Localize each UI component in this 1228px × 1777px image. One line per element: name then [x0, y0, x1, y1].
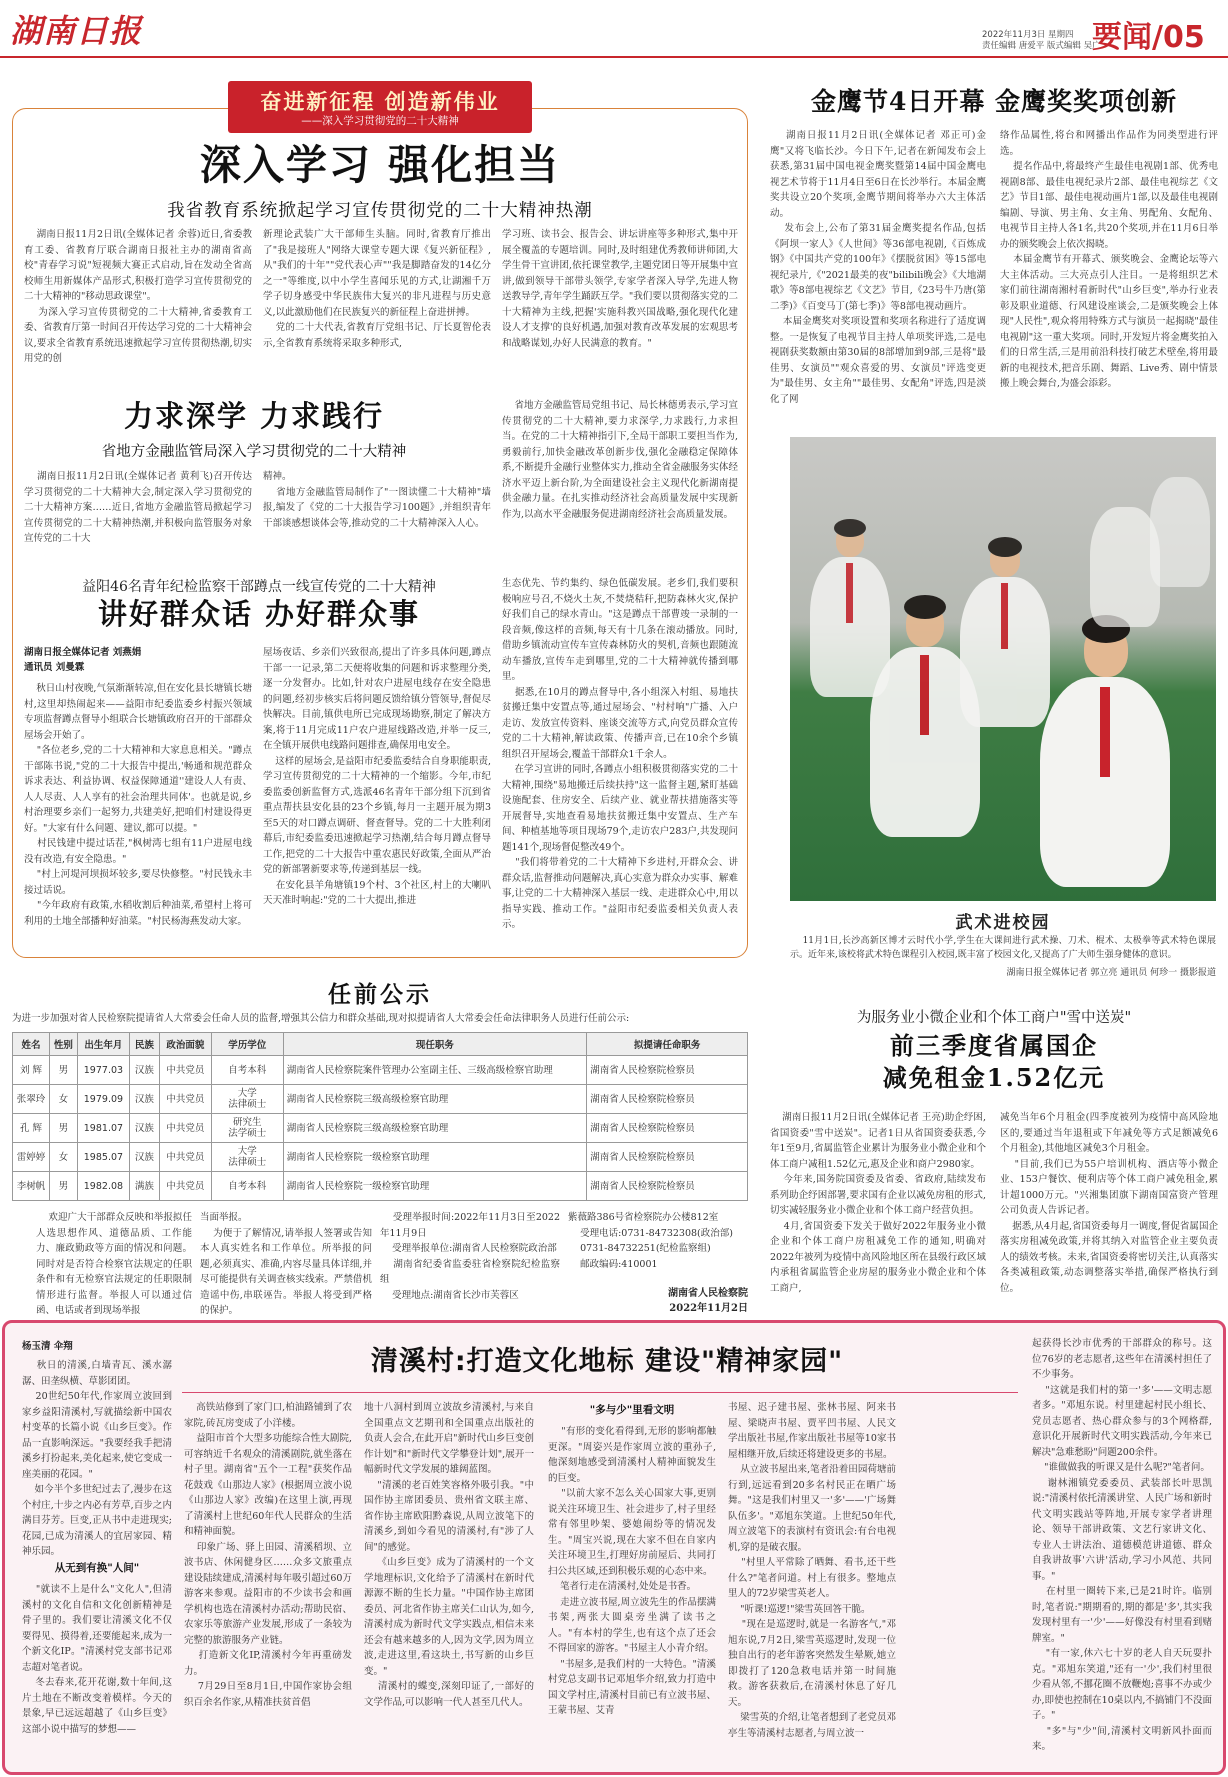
cell-name: 雷婷婷	[13, 1143, 50, 1172]
cell-name: 刘 辉	[13, 1056, 50, 1085]
cell-education: 大学 法律硕士	[211, 1143, 283, 1172]
headline-rent-relief: 前三季度省属国企 减免租金1.52亿元	[882, 1031, 1106, 1092]
cell-proposed-post: 湖南省人民检察院检察员	[587, 1114, 748, 1143]
kicker-discipline: 益阳46名青年纪检监察干部蹲点一线宣传党的二十大精神	[82, 579, 436, 595]
col-header: 学历学位	[211, 1033, 283, 1056]
section-page-label: 要闻/05	[1092, 20, 1205, 55]
education-col-3: 学习班、读书会、报告会、讲坛讲座等多种形式,集中开展全覆盖的专题培训。同时,及时组建优秀教师讲师团,大学生骨干宣讲团,依托课堂教学,主题党团日等开展集中宣讲,做到领导干部带头领学,专家学者深入导学,先进人物送教导学,青年学生踊跃互学。"我们要以贯彻落实党的二十大精神为主线,把握'实施科教兴国战略,强化现代化建设人才支撑'的良好机遇,加强对教育改革发展的宏观思考和战略谋划,办好人民满意的教育。"	[502, 229, 738, 349]
cell-birth: 1979.09	[77, 1085, 129, 1114]
cell-education: 自考本科	[211, 1172, 283, 1201]
headline-qingxi: 清溪村:打造文化地标 建设"精神家园"	[370, 1346, 844, 1377]
cell-name: 张翠玲	[13, 1085, 50, 1114]
cell-proposed-post: 湖南省人民检察院检察员	[587, 1085, 748, 1114]
cell-education: 自考本科	[211, 1056, 283, 1085]
col-header: 拟提请任命职务	[587, 1033, 748, 1056]
col-header: 政治面貌	[159, 1033, 211, 1056]
nominee-table-wrap	[12, 1032, 748, 1201]
notice-col-3: 受理举报时间:2022年11月3日至2022年11月9日 受理举报单位:湖南省人民检察院政治部 湖南省纪委省监委驻省检察院纪检监察组 受理地点:湖南省长沙市芙蓉区	[380, 1212, 560, 1301]
cell-ethnicity: 汉族	[129, 1143, 159, 1172]
cell-current-post: 湖南省人民检察院案件管理办公室副主任、三级高级检察官助理	[283, 1056, 587, 1085]
student-figure	[1150, 477, 1210, 587]
cell-ethnicity: 汉族	[129, 1114, 159, 1143]
cell-education: 大学 法律硕士	[211, 1085, 283, 1114]
col-header: 现任职务	[283, 1033, 587, 1056]
qingxi-col-5: 书屋、迟子建书屋、张林书屋、阿来书屋、梁晓声书屋、贾平凹书屋、人民文学出版社书屋,作家出版社书屋等10家书屋相继开放,后续还将建设更多的书屋。 从立波书屋出来,笔者沿着田园荷塘前行到,远远看到20多名村民正在晒广场舞。"这是我们村里又一'多'——'广场舞队伍多'。"邓旭东笑道。上世纪50年代,周立波笔下的表演村有资讯会:有台电视机,穿的是破衣服。 "村里人平常除了晒舞、看书,还干些什么?"笔者问道。村上有很多。整地点里人的72岁梁雪英老人。 "听课!巡逻!"梁雪英回答干脆。 "现在是巡逻时,就是一名游客气,"邓旭东说,7月2日,梁雪英巡逻时,发现一位独自出行的老年游客突然发生晕厥,她立即拨打了120急救电话并第一时间施救。游客获救后,在清溪村休息了好几天。 梁雪英的介绍,让笔者想到了老党员邓亭生等清溪村志愿者,与周立波一	[728, 1402, 896, 1739]
cell-ethnicity: 满族	[129, 1172, 159, 1201]
notice-col-1: 欢迎广大干部群众反映和举报拟任人选思想作风、道德品质、工作能力、廉政勤政等方面的情况和问题。同时对是否符合检察官法规定的任职条件和有无检察官法规定的任职限制情形进行监督。举报人可以通过信函、电话或者到现场举报	[36, 1212, 192, 1316]
cell-gender: 男	[49, 1056, 77, 1085]
cell-birth: 1985.07	[77, 1143, 129, 1172]
campaign-banner-sub: ——深入学习贯彻党的二十大精神	[301, 115, 459, 127]
table-row	[13, 1114, 748, 1143]
qingxi-col-4: "有形的变化看得到,无形的影响都触更深。"周姿兴是作家周立波的重孙子,他深刻地感受到清溪村人精神面貌发生的巨变。 "以前大家不怎么关心国家大事,更别说关注环境卫生、社会进步了,村子里经常有邻里吵架、婆媳闹纷等的情况发生。"周宝兴说,现在大家不但在自家内关注环境卫生,打理好房前屋后、共同打扫公共区域,还到积极乐观的心态中来。 笔者行走在清溪村,处处是书香。 走进立波书屋,周立波先生的作品摆满书架,两张大圆桌旁坐满了读书之人。"有本村的学生,也有这个点了还会不得回家的游客。"书屋主人小青介绍。 "书屋多,是我们村的一大特色。"清溪村党总支副书记邓旭华介绍,致力打造中国文学村庄,清溪村目前已有立波书屋、王蒙书屋、艾青	[548, 1426, 716, 1716]
cell-name: 李树帆	[13, 1172, 50, 1201]
cell-current-post: 湖南省人民检察院一级检察官助理	[283, 1172, 587, 1201]
student-figure	[1040, 677, 1170, 887]
qingxi-col-1b: "就读不上是什么"文化人",但清溪村的文化自信和文化创新精神是骨子里的。我们要让清溪文化不仅要得见、摸得着,还要能起来,成为一个新文化IP。"清溪村党支部书记邓志超对笔者说。 冬去春来,花开花谢,数十年间,这片土地在不断改变着模样。今天的景象,早已远远超越了《山乡巨变》这部小说中描写的梦想——	[22, 1584, 172, 1735]
cell-proposed-post: 湖南省人民检察院检察员	[587, 1056, 748, 1085]
col-header: 性别	[49, 1033, 77, 1056]
byline-qingxi: 杨玉清 伞翔	[22, 1341, 73, 1352]
qingxi-col-3: 地十八洞村到周立波故乡清溪村,与来自全国重点文艺期刊和全国重点出版社的负责人会合,在此开启"新时代山乡巨变创作计划"和"新时代文学攀登计划",展开一幅新时代文学发展的雄阔蓝图。 "清溪的老百姓笑容格外吸引我。"中国作协主席团委员、贵州省文联主席、省作协主席欧阳黔森说,从周立波笔下的清溪乡,到如今看见的清溪村,有"涉了人间"的感觉。 《山乡巨变》成为了清溪村的一个文学地理标识,文化给予了清溪村在新时代源源不断的生长力量。"中国作协主席团委员、河北省作协主席关仁山认为,如今,清溪村成为新时代文学实践点,相信未来还会有越来越多的人,因为文学,因为周立波,走进这里,看这块土,书写新的山乡巨变。" 清溪村的蝶变,深刻印证了,一部好的文学作品,可以影响一代人甚至几代人。	[364, 1402, 534, 1708]
cell-party: 中共党员	[159, 1114, 211, 1143]
col-header: 出生年月	[77, 1033, 129, 1056]
student-figure	[810, 557, 890, 697]
qingxi-col-6: 起获得长沙市优秀的干部群众的称号。这位76岁的老志愿者,这些年在清溪村担任了不少事务。 "这就是我们村的第一'多'——文明志愿者多。"邓旭东说。村里建起村民小组长、党员志愿者、热心群众参与的3个网格群,意识化开展新时代文明实践活动,今年来已解决"急难愁盼"问题200余件。 "谁做做我的听课又是什么呢?"笔者问。 谢林湘镇党委委员、武装部长叶思凯说:"清溪村依托清溪讲堂、人民广场和新时代文明实践站等阵地,开展专家学者讲理论、领导干部讲政策、文艺行家讲文化、专业人士讲法治、道德模范讲道德、群众自我讲故事'六讲'活动,学习小风范、共同事。" 在村里一圈转下来,已是21时许。临别时,笔者说:"期期看的,期的都是'多',其实我发现村里有一'少'——好像没有村里看到赌牌室。" "有一家,休六七十岁的老人自天玩耍扑克。"邓旭东笑道,"还有一'少',我们村里很少看从邻,不挪花圈不放鞭炮;喜事不办或少办,即使也控制在10桌以内,不搞铺门不没面子。" "多"与"少"间,清溪村文明新风扑面而来。	[1032, 1338, 1212, 1752]
col-header: 民族	[129, 1033, 159, 1056]
headline-golden-eagle: 金鹰节4日开幕 金鹰奖奖项创新	[810, 87, 1178, 116]
education-col-1: 湖南日报11月2日讯(全媒体记者 余蓉)近日,省委教育工委、省教育厅联合湖南日报社主办的湖南省高校"青春学习说"短视频大赛正式启动,旨在发动全省高校师生用新媒体产品形式,积极打造学习宣传贯彻党的二十大精神的"移动思政课堂"。 为深入学习宣传贯彻党的二十大精神,省委教育工委、省教育厅第一时间召开传达学习党的二十大精神会议,要求全省教育系统迅速掀起学习宣传贯彻热潮,切实用党的创	[24, 229, 253, 364]
cell-name: 孔 辉	[13, 1114, 50, 1143]
subhead-qingxi-1: 从无到有换"人间"	[54, 1562, 140, 1574]
cell-gender: 女	[49, 1143, 77, 1172]
golden-eagle-col-2: 络作品属性,将台和网播出作品作为同类型进行评选。 提名作品中,将最终产生最佳电视剧1部、优秀电视剧8部、最佳电视纪录片2部、最佳电视综艺《文艺》节目1部、最佳电视动画片1部,以及最佳电视剧编剧、导演、男主角、女主角、男配角、女配角、电视节目主持人各1名,共20个奖项,并在11月6日举办的颁奖晚会上依次揭晓。 本届金鹰节有开幕式、颁奖晚会、金鹰论坛等六大主体活动。三大亮点引人注目。一是将组织艺术家们前往湖南湘村看新时代"山乡巨变",举办行业表彰及职业道德、行风建设座谈会,二是颁奖晚会上体现"人民性",观众将用特殊方式与演员一起揭晓"最佳电视剧"这一重大奖项。同时,开发短片将金鹰奖拍入们的日常生活,三是用前沿科技打破艺术壁垒,将用最新的电视技术,把音乐剧、舞蹈、Live秀、剧中情景搬上晚会舞台,为盛会添彩。	[1000, 130, 1218, 389]
discipline-col-1: 秋日山村夜晚,气氛渐渐转凉,但在安化县长塘镇长塘村,这里却热闹起来——益阳市纪委监委乡村振兴领域专项监督蹲点督导小组联合长塘镇政府召开的干部群众屋场会开始了。 "各位老乡,党的二十大精神和大家息息相关。"蹲点干部陈书说,"党的二十大报告中提出,'畅通和规范群众诉求表达、利益协调、权益保障通道''建设人人有责、人人尽责、人人享有的社会治理共同体'。也就是说,乡村治理要乡亲们一起努力,共建美好,把咱们村建设得更好。"大家有什么问题、建议,都可以提。" 村民钱建中提过话茬,"枫树湾七组有11户进屋电线没有改造,有安全隐患。" "村上河堤河坝损坏较多,要尽快修整。"村民钱永丰接过话说。 "今年政府有政策,水稻收割后种油菜,希望村上将可利用的土地全部播种好油菜。"村民杨海燕发动大家。	[24, 683, 253, 927]
masthead	[0, 0, 1228, 58]
table-row	[13, 1143, 748, 1172]
rent-relief-col-1: 湖南日报11月2日讯(全媒体记者 王亮)助企纾困,省国资委"雪中送炭"。记者1日从省国资委获悉,今年1至9月,省属监管企业累计为服务业小微企业和个体工商户减租1.52亿元,惠及企业和商户2980家。 今年来,国务院国资委及省委、省政府,陆续发布系列助企纾困部署,要求国有企业以减免房租的形式,切实减轻服务业小微企业和个体工商户经营负担。 4月,省国资委下发关于做好2022年服务业小微企业和个体工商户房租减免工作的通知,明确对2022年被列为疫情中高风险地区所在县级行政区域内承租省属监管企业房屋的服务业小微企业和个体工商户,	[770, 1112, 986, 1294]
editor-credits: 责任编辑 唐爱平 版式编辑 吴广	[982, 41, 1101, 51]
cell-current-post: 湖南省人民检察院三级高级检察官助理	[283, 1114, 587, 1143]
headline-education: 深入学习 强化担当	[199, 141, 561, 189]
cell-ethnicity: 汉族	[129, 1085, 159, 1114]
discipline-col-2: 屋场夜话、乡亲们兴致很高,提出了许多具体问题,蹲点干部一一记录,第二天便将收集的问题和诉求整理分类,逐一分发督办。比如,针对农户进屋电线存在安全隐患的问题,经初步核实后将问题反馈给镇分管领导,督促尽快解决。目前,镇供电所已完成现场勘察,制定了解决方案,将于11月完成11户农户进屋线路改造,并举一反三,在全镇开展供电线路问题排查,确保用电安全。 这样的屋场会,是益阳市纪委监委结合自身职能职责,学习宣传贯彻党的二十大精神的一个缩影。今年,市纪委监委创新监督方式,选派46名青年干部分组下沉到省重点帮扶县安化县的23个乡镇,每月一主题开展为期3至5天的对口蹲点调研、督查督导。党的二十大胜利闭幕后,市纪委监委迅速掀起学习热潮,结合每月蹲点督导工作,把党的二十大报告中重农惠民好政策,全面从严治党的新部署新要求等,传递到基层一线。 在安化县羊角塘镇19个村、3个社区,村上的大喇叭天天准时响起:"党的二十大提出,推进	[263, 647, 491, 906]
cell-party: 中共党员	[159, 1056, 211, 1085]
subhead-finance: 省地方金融监管局深入学习贯彻党的二十大精神	[101, 444, 407, 460]
notice-title: 任前公示	[328, 982, 432, 1008]
campaign-banner	[228, 81, 532, 133]
qingxi-col-1a: 秋日的清溪,白墙青瓦、溪水潺潺、田垄纵横、草影团团。 20世纪50年代,作家周立波回到家乡益阳清溪村,写就描绘新中国农村变革的长篇小说《山乡巨变》。作品一直影响深远。"我要经我手把清溪乡打扮起来,美化起来,使它变成一座美丽的花园。" 如今半个多世纪过去了,漫步在这个村庄,十步之内必有芳草,百步之内满目芬芳。巨变,正从书中走进现实;花园,已成为清溪人的宜居家园、精神乐园。	[22, 1360, 172, 1557]
newspaper-logo: 湖南日报	[10, 12, 143, 50]
photo-caption-title: 武术进校园	[955, 913, 1051, 933]
cell-party: 中共党员	[159, 1172, 211, 1201]
table-header-row	[13, 1033, 748, 1056]
campaign-banner-main: 奋进新征程 创造新伟业	[260, 89, 500, 114]
cell-proposed-post: 湖南省人民检察院检察员	[587, 1143, 748, 1172]
table-row	[13, 1056, 748, 1085]
notice-signature: 湖南省人民检察院 2022年11月2日	[668, 1288, 748, 1314]
cell-current-post: 湖南省人民检察院一级检察官助理	[283, 1143, 587, 1172]
rent-relief-col-2: 减免当年6个月租金(四季度被列为疫情中高风险地区的,要通过当年退租或下年减免等方式足额减免6个月租金),其他地区减免3个月租金。 "目前,我们已为55户培训机构、酒店等小微企业、153户餐饮、便利店等个体工商户减免租金,累计超1000万元。"兴湘集团旗下湖南国富资产管理公司负责人告诉记者。 据悉,从4月起,省国资委每月一调度,督促省属国企落实房租减免政策,并将其纳入对监管企业主要负责人的绩效考核。未来,省国资委将密切关注,认真落实各类减租政策,动态调整落实举措,确保严格执行到位。	[1000, 1112, 1218, 1294]
table-row	[13, 1172, 748, 1201]
photo-credit: 湖南日报全媒体记者 郭立亮 通讯员 何珍一 摄影报道	[1006, 968, 1216, 978]
discipline-col-3: 生态优先、节约集约、绿色低碳发展。老乡们,我们要积极响应号召,不烧火土灰,不焚烧秸秆,把防森林火灾,保护好我们自己的绿水青山。"这是蹲点干部曹竣一录制的一段音频,像这样的音频,每天有十几条在滚动播放。同时,借助乡镇流动宣传车宣传森林防火的契机,音频也跟随流动车播放,宣传车走到哪里,党的二十大精神就传播到哪里。 据悉,在10月的蹲点督导中,各小组深入村组、易地扶贫搬迁集中安置点等,通过屋场会、"村村响"广播、入户走访、发放宣传资料、座谈交流等方式,向党员群众宣传党的二十大精神,解读政策、传播声音,已在10余个乡镇组织召开屋场会,覆盖干部群众1千余人。 在学习宣讲的同时,各蹲点小组积极贯彻落实党的二十大精神,围绕"易地搬迁后续扶持"这一监督主题,紧盯基础设施配套、住房安全、后续产业、就业帮扶措施落实等开展督导,实地查看易地扶贫搬迁集中安置点、生产车间、种植基地等项目现场79个,走访农户283户,共发现问题141个,现场督促整改49个。 "我们将带着党的二十大精神下乡进村,开群众会、讲群众话,监督推动问题解决,真心实意为群众办实事、解难事,让党的二十大精神深入基层一线、走进群众心中,用以指导实践、推动工作。"益阳市纪委监委相关负责人表示。	[502, 578, 738, 930]
cell-education: 研究生 法学硕士	[211, 1114, 283, 1143]
byline-discipline: 湖南日报全媒体记者 刘燕娟 通讯员 刘曼霖	[24, 647, 142, 673]
notice-col-2: 当面举报。 为便于了解情况,请举报人签署或告知本人真实姓名和工作单位。所举报的问题,必须真实、准确,内容尽量具体详细,并尽可能提供有关调查核实线索。严禁借机造谣中伤,串联诬告。举报人将受到严格的保护。	[200, 1212, 372, 1316]
headline-discipline: 讲好群众话 办好群众事	[97, 597, 421, 631]
kicker-rent-relief: 为服务业小微企业和个体工商户"雪中送炭"	[856, 1010, 1132, 1026]
notice-col-4: 紫薇路386号省检察院办公楼812室 受理电话:0731-84732308(政治部) 0731-84732251(纪检监察组) 邮政编码:410001	[568, 1212, 733, 1270]
cell-proposed-post: 湖南省人民检察院检察员	[587, 1172, 748, 1201]
dateline	[982, 30, 1101, 52]
cell-gender: 男	[49, 1172, 77, 1201]
table-row	[13, 1085, 748, 1114]
cell-gender: 女	[49, 1085, 77, 1114]
finance-col-2: 精神。 省地方金融监管局制作了"一图读懂二十大精神"墙报,编发了《党的二十大报告学习100题》,并组织青年干部谈感想谈体会等,推动党的二十大精神深入人心。	[263, 471, 491, 529]
finance-col-1: 湖南日报11月2日讯(全媒体记者 黄利飞)召开传达学习贯彻党的二十大精神大会,制定深入学习贯彻党的二十大精神方案……近日,省地方金融监管局掀起学习宣传贯彻党的二十大精神热潮,并积极向监管服务对象宣传党的二十大	[24, 471, 252, 544]
cell-birth: 1977.03	[77, 1056, 129, 1085]
education-col-2: 新理论武装广大干部师生头脑。同时,省教育厅推出了"我是接班人"网络大课堂专题大课《复兴新征程》,从"我们的十年""党代表心声""我是脚踏奋发的14亿分之一"等维度,以中小学生喜闻乐见的方式,让湖湘千万学子切身感受中华民族伟大复兴的非凡进程与历史意义,以此激励他们在民族复兴的新征程上奋进拼搏。 党的二十大代表,省教育厅党组书记、厅长夏智伦表示,全省教育系统将采取多种形式,	[263, 229, 491, 349]
cell-gender: 男	[49, 1114, 77, 1143]
cell-ethnicity: 汉族	[129, 1056, 159, 1085]
headline-finance: 力求深学 力求践行	[123, 399, 385, 433]
qingxi-col-2: 高铁站修到了家门口,柏油路铺到了农家院,砖瓦房变成了小洋楼。 益阳市首个大型多功能综合性大剧院,可容纳近千名观众的清溪剧院,就坐落在村子里。湖南省"五个一工程"获奖作品花鼓戏《山那边人家》(根据周立波小说《山那边人家》改编)在这里上演,再现了清溪村上世纪60年代人民群众的生活和精神面貌。 印象广场、驿上田园、清溪稻坝、立波书店、休闲健身区……众多文旅重点建设陆续建成,清溪村每年吸引超过60万游客来参观。益阳市的不少读书会和画学机构也选在清溪村办活动;帮助民宿、农家乐等旅游产业发展,形成了一条较为完整的旅游服务产业链。 打造新文化IP,清溪村今年再重磅发力。 7月29日至8月1日,中国作家协会组织百余名作家,从精准扶贫首倡	[184, 1402, 352, 1708]
headline-rule	[182, 1392, 1018, 1393]
student-figure	[960, 577, 1050, 727]
cell-birth: 1982.08	[77, 1172, 129, 1201]
cell-current-post: 湖南省人民检察院三级高级检察官助理	[283, 1085, 587, 1114]
martial-arts-photo	[790, 437, 1216, 901]
cell-party: 中共党员	[159, 1143, 211, 1172]
cell-party: 中共党员	[159, 1085, 211, 1114]
col-header: 姓名	[13, 1033, 50, 1056]
finance-col-3: 省地方金融监管局党组书记、局长林德勇表示,学习宣传贯彻党的二十大精神,要力求深学,力求践行,力求担当。在党的二十大精神指引下,全局干部职工要担当作为,勇毅前行,加快金融改革创新步伐,强化金融稳定保障体系,不断提升金融行业整体实力,推动全省金融服务实体经济水平迈上新台阶,为全面建设社会主义现代化新湖南提供金融力量。在扎实推动经济社会高质量发展中实现新作为,以高水平金融服务促进湖南经济社会高质量发展。	[502, 400, 738, 520]
subhead-qingxi-2: "多与少"里看文明	[589, 1404, 675, 1416]
photo-caption: 11月1日,长沙高新区博才云时代小学,学生在大课间进行武术操、刀术、棍术、太极拳等武术特色课展示。近年来,该校将武术特色课程引入校园,既丰富了校园文化,又提高了广大师生强身健体的意识。	[790, 936, 1216, 960]
cell-birth: 1981.07	[77, 1114, 129, 1143]
issue-date: 2022年11月3日 星期四	[982, 30, 1074, 40]
subhead-education: 我省教育系统掀起学习宣传贯彻党的二十大精神热潮	[167, 201, 593, 221]
golden-eagle-col-1: 湖南日报11月2日讯(全媒体记者 邓正可)金鹰"又将飞临长沙。今日下午,记者在新闻发布会上获悉,第31届中国电视金鹰奖暨第14届中国金鹰电视艺术节将于11月4日至6日在长沙举行。本届金鹰奖共设立20个奖项,金鹰节期间将举办六大主体活动。 发布会上,公布了第31届金鹰奖提名作品,包括《阿坝一家人》《人世间》等36部电视剧,《百炼成钢》《中国共产党的100年》《摆脱贫困》等15部电视纪录片,《"2021最美的夜"bilibili晚会》《大地湖歌》等8部电视综艺《文艺》节目,《23号牛乃唐(第二季)》《百变马丁(第七季)》等8部电视动画片。 本届金鹰奖对奖项设置和奖项名称进行了适度调整。一是恢复了电视节目主持人单项奖评选,二是电视剧获奖数额由第30届的8部增加到9部,三是将"最佳男、女演员""观众喜爱的男、女演员"评选变更为"最佳男、女主角""最佳男、女配角"评选,四是淡化了网	[770, 130, 986, 405]
nominee-table	[12, 1032, 748, 1201]
notice-intro: 为进一步加强对省人民检察院提请省人大常委会任命人员的监督,增强其公信力和群众基础,现对拟提请省人大常委会任命法律职务人员进行任前公示:	[12, 1013, 630, 1024]
